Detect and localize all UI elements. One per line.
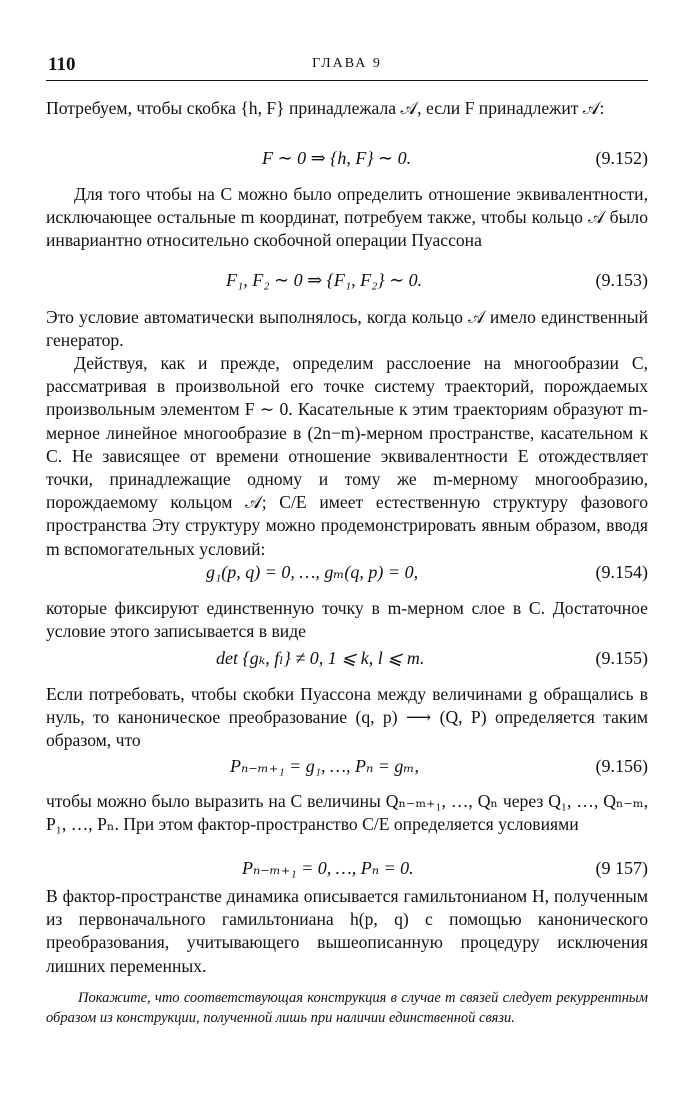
equation-formula: Pₙ₋ₘ₊₁ = g₁, …, Pₙ = gₘ, <box>230 756 419 776</box>
paragraph-text: Если потребовать, чтобы скобки Пуассона между величинами g обращались в нуль, то каноническое преобразование (q, p) ⟶ (Q, P) определяется таким образом, что <box>46 684 648 751</box>
equation-9-153 <box>46 270 648 296</box>
paragraph-4 <box>46 352 648 561</box>
paragraph-text: В фактор-пространстве динамика описывается гамильтонианом H, полученным из первоначального гамильтониана h(p, q) с помощью канонического преобразования, учитывающего вышеописанную процедуру исключения лишних переменных. <box>46 886 648 976</box>
paragraph-text: Это условие автоматически выполнялось, когда кольцо 𝒜 имело единственный генератор. <box>46 307 648 351</box>
equation-number: (9.156) <box>595 756 648 776</box>
equation-number: (9.152) <box>595 148 648 168</box>
paragraph-text: Действуя, как и прежде, определим расслоение на многообразии C, рассматривая в произвольной его точке систему траекторий, порождаемых произвольным элементом F ∼ 0. Касательные к этим траекториям образуют m-мерное линейное многообразие в (2n−m)-мерном пространстве, касательном к C. Не зависящее от времени отношение эквивалентности E отождествляет точки, принадлежащие одному и тому же m-мерному многообразию, порождаемому кольцом 𝒜; C/E имеет естественную структуру фазового пространства Эту структуру можно продемонстрировать явным образом, вводя m вспомогательных условий: <box>46 353 648 559</box>
page-number: 110 <box>48 54 76 75</box>
paragraph-6 <box>46 683 648 753</box>
equation-number: (9.155) <box>595 648 648 668</box>
equation-9-157 <box>46 858 648 884</box>
equation-9-154 <box>46 562 648 588</box>
paragraph-1 <box>46 97 648 120</box>
equation-number: (9.153) <box>595 270 648 290</box>
equation-formula: F₁, F₂ ∼ 0 ⇒ {F₁, F₂} ∼ 0. <box>226 270 423 290</box>
paragraph-text: чтобы можно было выразить на C величины Qₙ₋ₘ₊₁, …, Qₙ через Q₁, …, Qₙ₋ₘ, P₁, …, Pₙ. При этом фактор-пространство C/E определяется условиями <box>46 791 648 835</box>
equation-number: (9 157) <box>595 858 648 878</box>
equation-9-156 <box>46 756 648 782</box>
paragraph-text: которые фиксируют единственную точку в m-мерном слое в C. Достаточное условие этого записывается в виде <box>46 598 648 642</box>
paragraph-text: Для того чтобы на C можно было определить отношение эквивалентности, исключающее остальные m координат, потребуем также, чтобы кольцо 𝒜 было инвариантно относительно скобочной операции Пуассона <box>46 184 648 251</box>
paragraph-5 <box>46 597 648 643</box>
equation-formula: Pₙ₋ₘ₊₁ = 0, …, Pₙ = 0. <box>242 858 414 878</box>
exercise-note <box>46 988 648 1028</box>
paragraph-3 <box>46 306 648 352</box>
equation-formula: det {gₖ, fₗ} ≠ 0, 1 ⩽ k, l ⩽ m. <box>216 648 425 668</box>
paragraph-8 <box>46 885 648 978</box>
equation-formula: g₁(p, q) = 0, …, gₘ(q, p) = 0, <box>206 562 419 582</box>
equation-9-152 <box>46 148 648 174</box>
equation-9-155 <box>46 648 648 674</box>
paragraph-2 <box>46 183 648 253</box>
equation-formula: F ∼ 0 ⇒ {h, F} ∼ 0. <box>262 148 412 168</box>
equation-number: (9.154) <box>595 562 648 582</box>
exercise-text: Покажите, что соответствующая конструкция в случае m связей следует рекуррентным образом из конструкции, полученной лишь при наличии единственной связи. <box>46 990 648 1026</box>
paragraph-text: Потребуем, чтобы скобка {h, F} принадлежала 𝒜, если F принадлежит 𝒜: <box>46 98 605 118</box>
chapter-title: ГЛАВА 9 <box>312 56 382 71</box>
paragraph-7 <box>46 790 648 836</box>
page-header <box>46 50 648 81</box>
